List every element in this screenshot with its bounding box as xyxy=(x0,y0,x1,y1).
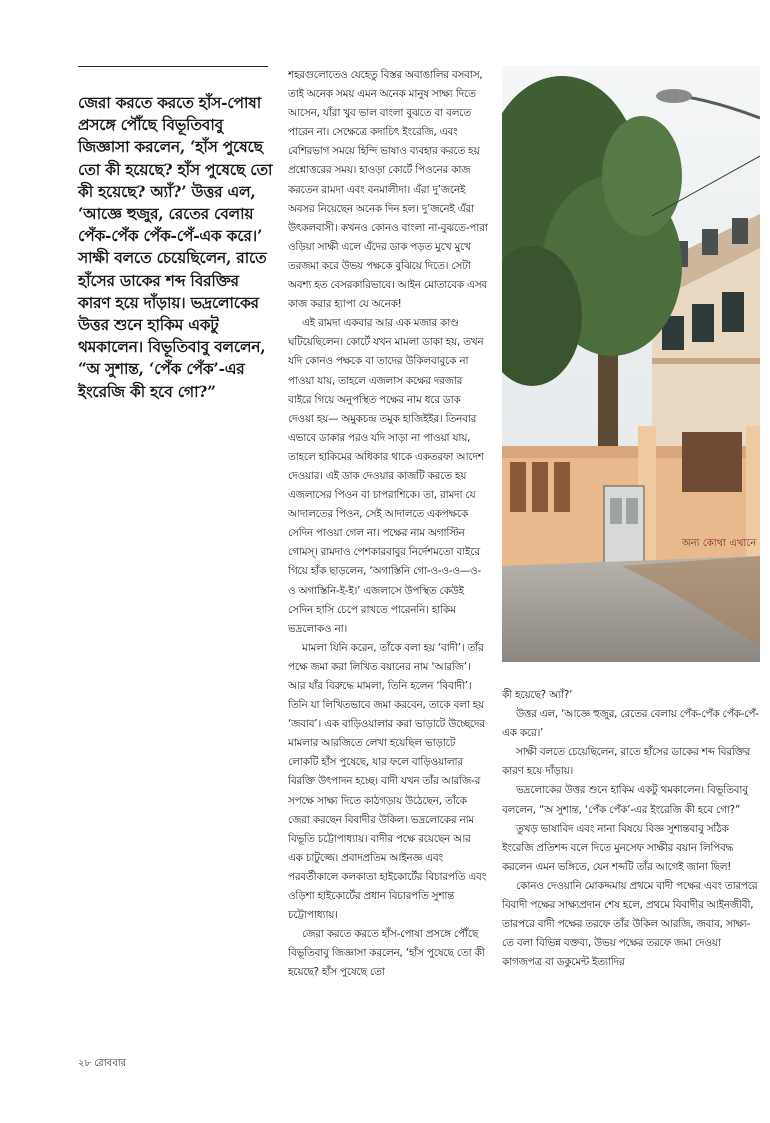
paragraph: তুখড় ভাষাবিদ এবং নানা বিষয়ে বিজ্ঞ সুশান্তবাবু সঠিক ইংরেজি প্রতিশব্দ বলে দিতে মুনসেফ সাক্ষীর বয়ান লিপিবদ্ধ করলেন এমন ভঙ্গিতে, যেন শব্দটি তাঁর আগেই জানা ছিল! xyxy=(502,822,734,873)
paragraph: এই রামদা একবার আর এক মজার কাণ্ড ঘটিয়েছিলেন। কোর্টে যখন মামলা ডাকা হয়, তখন যদি কোনও পক্ষকে বা তাদের উকিলবাবুকে না পাওয়া যায়, তাহলে এজলাস কক্ষের দরজার বাইরে গিয়ে অনুপস্থিত পক্ষের নাম ধরে ডাক দেওয়া হয়— অমুকচন্দ্র তমুক হাজিইইর। তিনবার এভাবে ডাকার পরও যদি সাড়া না পাওয়া যায়, তাহলে হাকিমের অধিকার থাকে একতরফা আদেশ দেওয়ার। এই ডাক দেওয়ার কাজটি করতে হয় এজলাসের পিওন বা চাপরাশিকে। তা, রামদা যে আদালতের পিওন, সেই আদালতে একপক্ষকে সেদিন পাওয়া গেল না। পক্ষের নাম অগাস্টিন গোমস্। রামদাও পেশকারবাবুর নির্দেশমতো বাইরে গিয়ে হাঁক ছাড়লেন, ‘অগাস্তিনি গো-ও-ও-ও—ও-ও অগাস্তিনি-ই-ই।’ এজলাসে উপস্থিত কেউই সেদিন হাসি চেপে রাখতে পারেননি। হাকিম ভদ্রলোকও না। xyxy=(288,317,484,635)
paragraph: শহরগুলোতেও যেহেতু বিস্তর অবাঙালির বসবাস, তাই অনেক সময় এমন অনেক মানুষ সাক্ষ্য দিতে আসেন, যাঁরা খুব ভাল বাংলা বুঝতে বা বলতে পারেন না। সেক্ষেত্রে কদাচিৎ ইংরেজি, এবং বেশিরভাগ সময়ে হিন্দি ভাষাও ব্যবহার করতে হয় প্রশ্নোত্তরের সময়। হাওড়া কোর্টে পিওনের কাজ করতেন রামদা এবং বনমালীদা। এঁরা দু’জনেই অবসর নিয়েছেন অনেক দিন হল। দু’জনেই এঁরা উৎকলবাসী। কখনও কোনও বাংলা না-বুঝতে-পারা ওড়িয়া সাক্ষী এলে এঁদের ডাক পড়ত মুখে মুখে তরজমা করে উভয় পক্ষকে বুঝিয়ে দিতে। সেটা অবশ্য হত বেসরকারিভাবে। আইন মোতাবেক এসব কাজ করার হ্যাপা যে অনেক! xyxy=(288,69,488,311)
page-number: ২৮ xyxy=(78,1058,91,1069)
paragraph: কী হয়েছে? অ্যাঁ?’ xyxy=(502,689,573,701)
pull-quote xyxy=(78,92,274,403)
article-column-middle xyxy=(288,66,488,1066)
article-column-right xyxy=(502,686,760,1056)
pull-quote-text: জেরা করতে করতে হাঁস-পোষা প্রসঙ্গে পৌঁছে বিভূতিবাবু জিজ্ঞাসা করলেন, ‘হাঁস পুষেছে তো কী হয়েছে? হাঁস পুষেছে তো কী হয়েছে? অ্যাঁ?’ উত্তর এল, ‘আজ্ঞে হুজুর, রেতের বেলায় পেঁক-পেঁক পেঁক-পেঁ-এক করে।’ সাক্ষী বলতে চেয়েছিলেন, রাতে হাঁসের ডাকের শব্দ বিরক্তির কারণ হয়ে দাঁড়ায়। ভদ্রলোকের উত্তর শুনে হাকিম একটু থমকালেন। বিভূতিবাবু বললেন, “অ সুশান্ত, ‘পেঁক পেঁক’-এর ইংরেজি কী হবে গো?” xyxy=(78,94,273,401)
paragraph: মামলা যিনি করেন, তাঁকে বলা হয় ‘বাদী’। তাঁর পক্ষে জমা করা লিখিত বয়ানের নাম ‘আরজি’। আর যাঁর বিরুদ্ধে মামলা, তিনি হলেন ‘বিবাদী’। তিনি যা লিখিতভাবে জমা করবেন, তাকে বলা হয় ‘জবাব’। এক বাড়িওয়ালার করা ভাড়াটে উচ্ছেদের মামলার আরজিতে লেখা হয়েছিল ভাড়াটে লোকটি হাঁস পুষেছে, যার ফলে বাড়িওয়ালার বিরক্তি উৎপাদন হচ্ছে। বাদী যখন তাঁর আরজি-র সপক্ষে সাক্ষ্য দিতে কাঠগড়ায় উঠেছেন, তাঁকে জেরা করছেন বিবাদীর উকিল। ভদ্রলোকের নাম বিভূতি চট্টোপাধ্যায়। বাদীর পক্ষে রয়েছেন আর এক চাটুজ্জে। প্রবাদপ্রতিম আইনজ্ঞ এবং পরবর্তীকালে কলকাতা হাইকোর্টের বিচারপতি এবং ওড়িশা হাইকোর্টের প্রধান বিচারপতি সুশান্ত চট্টোপাধ্যায়। xyxy=(288,641,487,922)
pull-quote-rule xyxy=(78,66,268,67)
paragraph: সাক্ষী বলতে চেয়েছিলেন, রাতে হাঁসের ডাকের শব্দ বিরক্তির কারণ হয়ে দাঁড়ায়। xyxy=(502,746,751,778)
paragraph: উত্তর এল, ‘আজ্ঞে হুজুর, রেতের বেলায় পেঁক-পেঁক পেঁক-পেঁ-এক করে।’ xyxy=(502,708,759,740)
paragraph: জেরা করতে করতে হাঁস-পোষা প্রসঙ্গে পৌঁছে বিভূতিবাবু জিজ্ঞাসা করলেন, ‘হাঁস পুষেছে তো কী হয়েছে? হাঁস পুষেছে তো xyxy=(288,928,485,979)
page-footer xyxy=(78,1056,126,1073)
section-name: রোববার xyxy=(94,1058,127,1069)
paragraph: কোনও দেওয়ানি মোকদ্দমায় প্রথমে বাদী পক্ষের এবং তারপরে বিবাদী পক্ষের সাক্ষ্যপ্রদান শেষ হলে, প্রথমে বিবাদীর আইনজীবী, তারপরে বাদী পক্ষের তরফে তাঁর উকিল আরজি, জবাব, সাক্ষ্য-তে বলা বিভিন্ন বক্তব্য, উভয় পক্ষের তরফে জমা দেওয়া কাগজপত্র বা ডকুমেন্ট ইত্যাদির xyxy=(502,879,758,969)
street-photo xyxy=(502,66,760,662)
paragraph: ভদ্রলোকের উত্তর শুনে হাকিম একটু থমকালেন। বিভূতিবাবু বললেন, “অ সুশান্ত, ‘পেঁক পেঁক’-এর ইংরেজি কী হবে গো?” xyxy=(502,784,748,816)
wall-graffiti: অন্য কোথা এখানে xyxy=(682,538,757,549)
